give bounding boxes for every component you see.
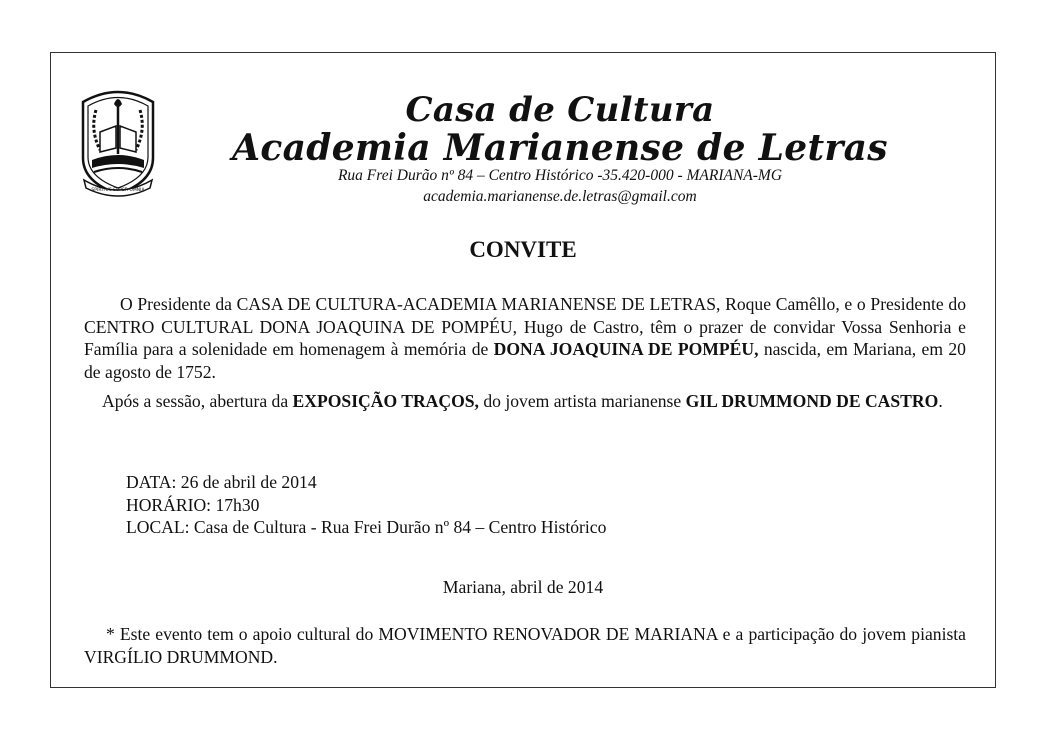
paragraph-invitation: O Presidente da CASA DE CULTURA-ACADEMIA MARIANENSE DE LETRAS, Roque Camêllo, e o Presidente do CENTRO CULTURAL DONA JOAQUINA DE POMPÉU, Hugo de Castro, têm o prazer de convidar Vossa Senhoria e Família para a solenidade em homenagem à memória de DONA JOAQUINA DE POMPÉU, nascida, em Mariana, em 20 de agosto de 1752. (84, 294, 966, 382)
invitation-heading: CONVITE (469, 237, 577, 262)
org-title-line1: Casa de Cultura (405, 90, 715, 130)
org-title-line2: Academia Marianense de Letras (232, 127, 888, 169)
org-address: Rua Frei Durão nº 84 – Centro Histórico -35.420-000 - MARIANA-MG (337, 167, 783, 184)
event-time: HORÁRIO: 17h30 (126, 494, 260, 515)
event-location: LOCAL: Casa de Cultura - Rua Frei Durão nº 84 – Centro Histórico (126, 517, 607, 537)
org-email[interactable]: academia.marianense.de.letras@gmail.com (423, 188, 697, 205)
paragraph-exhibition: Após a sessão, abertura da EXPOSIÇÃO TRAÇOS, do jovem artista marianense GIL DRUMMOND DE CASTRO. (102, 391, 943, 411)
place-date-line: Mariana, abril de 2014 (442, 577, 604, 597)
event-details (126, 471, 606, 539)
emblem-motto: SPIRITUS SUPER OMNIA (91, 188, 145, 193)
event-date: DATA: 26 de abril de 2014 (126, 472, 317, 492)
footnote: * Este evento tem o apoio cultural do MOVIMENTO RENOVADOR DE MARIANA e a participação do jovem pianista VIRGÍLIO DRUMMOND. (84, 624, 966, 667)
coat-of-arms-emblem-icon (78, 80, 158, 200)
